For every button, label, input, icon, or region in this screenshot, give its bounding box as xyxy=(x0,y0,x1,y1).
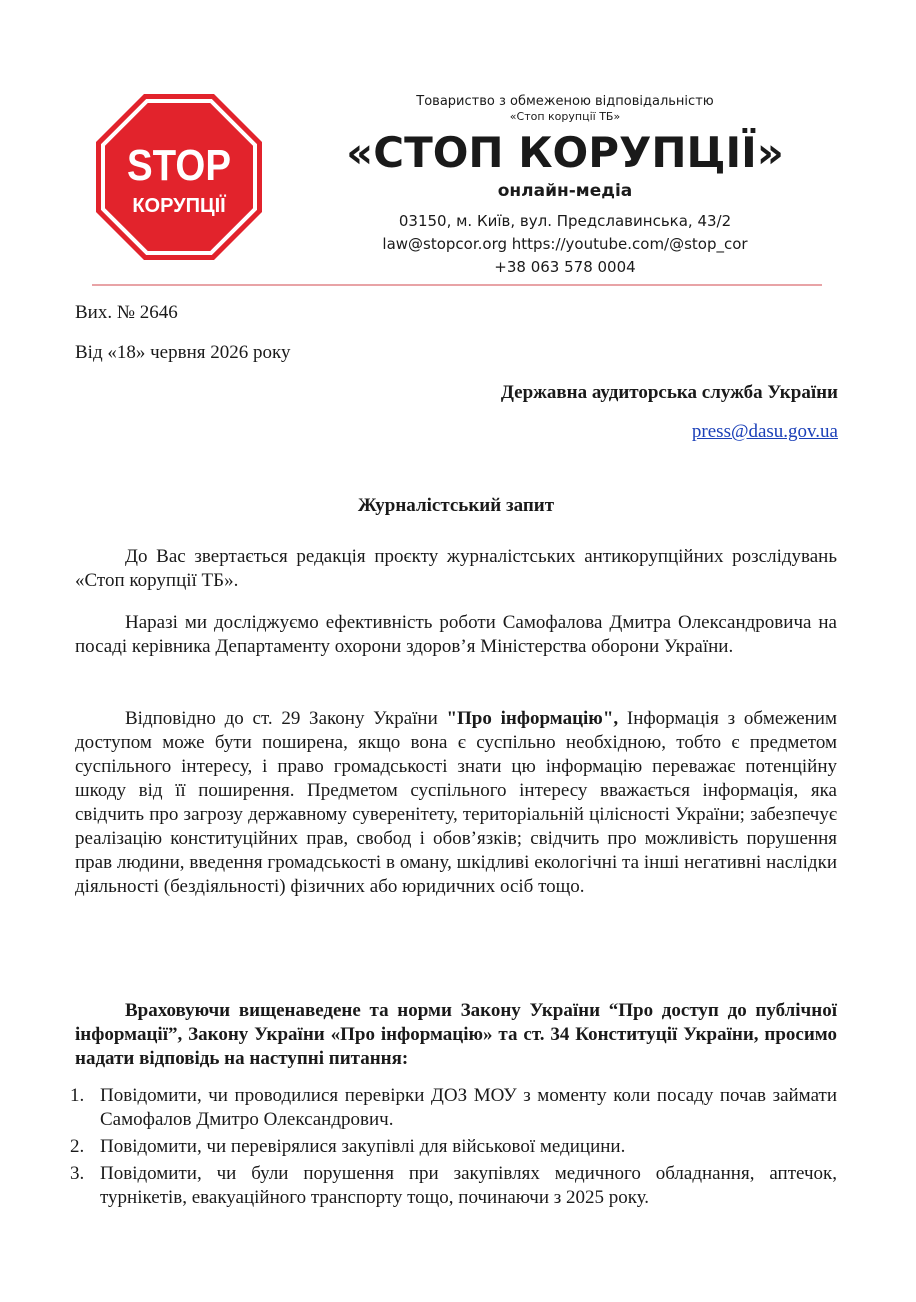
legal-basis-text: Інформація з обмеженим доступом може бути поширена, якщо вона є суспільно необхідною, тобто є предметом суспільного інтересу, і право громадськості знати цю інформацію переважає потенційну шкоду від її поширення. Предметом суспільного інтересу вважається інформація, яка свідчить про загрозу державному суверенітету, територіальній цілісності України; забезпечує реалізацію конституційних прав, свобод і обов’язків; свідчить про можливість порушення прав людини, введення громадськості в оману, шкідливі екологічні та інші негативні наслідки діяльності (бездіяльності) фізичних або юридичних осіб тощо. xyxy=(75,708,837,897)
paragraph-legal-basis xyxy=(75,707,837,899)
list-item xyxy=(70,1162,837,1210)
paragraph-request: Враховуючи вищенаведене та норми Закону України “Про доступ до публічної інформації”, Закону України «Про інформацію» та ст. 34 Конституції України, просимо надати відповідь на наступні питання: xyxy=(75,1000,837,1069)
company-links[interactable]: law@stopcor.org https://youtube.com/@stop_cor xyxy=(382,235,748,253)
company-phone: +38 063 578 0004 xyxy=(494,258,636,276)
company-address: 03150, м. Київ, вул. Предславинська, 43/2 xyxy=(398,212,732,230)
header-divider xyxy=(92,284,822,286)
list-item-number: 2. xyxy=(70,1136,85,1157)
list-item-number: 3. xyxy=(70,1163,85,1184)
outgoing-number: Вих. № 2646 xyxy=(75,302,178,323)
brand-title: «СТОП КОРУПЦІЇ» xyxy=(346,128,784,177)
logo-corruption-text: КОРУПЦІЇ xyxy=(132,195,226,217)
list-item-text: Повідомити, чи проводилися перевірки ДОЗ МОУ з моменту коли посаду почав займати Самофалов Дмитро Олександрович. xyxy=(100,1085,837,1130)
company-short-name: «Стоп корупції ТБ» xyxy=(509,110,621,123)
legal-basis-intro: Відповідно до ст. 29 Закону України xyxy=(125,708,447,729)
recipient-name: Державна аудиторська служба України xyxy=(500,382,838,403)
recipient-email-link[interactable]: press@dasu.gov.ua xyxy=(691,421,838,442)
list-item-text: Повідомити, чи перевірялися закупівлі для військової медицини. xyxy=(100,1136,626,1157)
letter-date: Від «18» червня 2026 року xyxy=(75,342,291,363)
law-name: "Про інформацію", xyxy=(446,708,619,729)
stop-corruption-logo xyxy=(94,92,264,262)
questions-list xyxy=(70,1084,837,1213)
list-item-number: 1. xyxy=(70,1085,85,1106)
paragraph-subject: Наразі ми досліджуємо ефективність роботи Самофалова Дмитра Олександровича на посаді керівника Департаменту охорони здоров’я Міністерства оборони України. xyxy=(75,612,837,657)
document-title: Журналістський запит xyxy=(357,495,555,516)
company-type: Товариство з обмеженою відповідальністю xyxy=(416,94,714,109)
list-item-text: Повідомити, чи були порушення при закупівлях медичного обладнання, аптечок, турнікетів, евакуаційного транспорту тощо, починаючи з 2025 року. xyxy=(100,1163,837,1208)
paragraph-intro: До Вас звертається редакція проєкту журналістських антикорупційних розслідувань «Стоп корупції ТБ». xyxy=(75,546,837,591)
list-item xyxy=(70,1084,837,1132)
logo-stop-text: STOP xyxy=(127,141,231,190)
list-item xyxy=(70,1135,837,1159)
brand-subtitle: онлайн-медіа xyxy=(497,181,633,201)
